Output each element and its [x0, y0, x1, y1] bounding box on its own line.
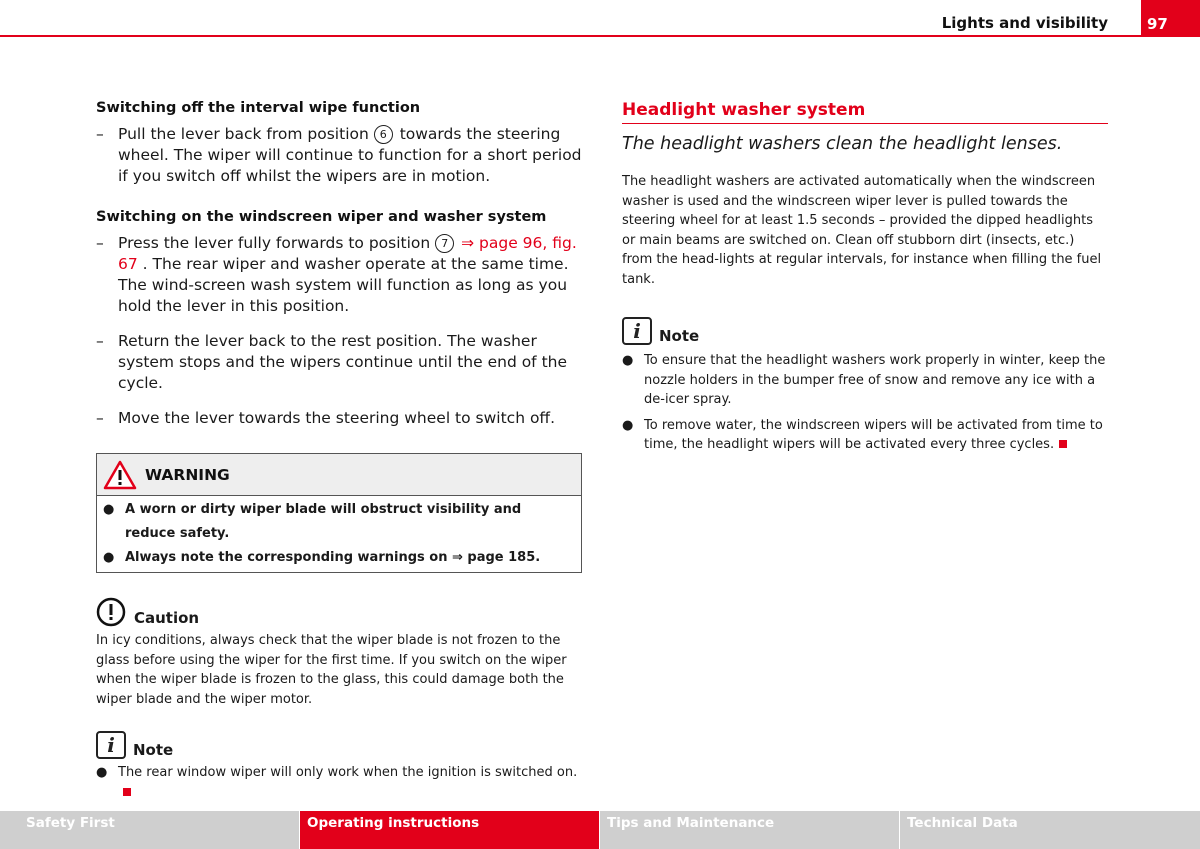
- interval-off-heading: Switching off the interval wipe function: [96, 100, 421, 116]
- bullet-dot: ●: [622, 353, 634, 368]
- step-text-post: . The rear wiper and washer operate at the same time. The wind-screen wash system will function as long as you hold the lever in this position.: [118, 255, 569, 315]
- warning-bullet-text: Always note the corresponding warnings on ⇒ page 185.: [125, 550, 541, 565]
- bullet-dot: ●: [103, 550, 115, 565]
- dash-marker: –: [96, 125, 104, 143]
- washer-on-step-3: [96, 408, 582, 429]
- washer-on-step-1: [96, 233, 582, 317]
- bullet-dot: ●: [96, 765, 108, 780]
- step-text-pre: Pull the lever back from position: [118, 125, 369, 143]
- caution-header: [96, 597, 582, 627]
- note-bullet: [622, 351, 1108, 410]
- page-reference-link[interactable]: ⇒ page 96, fig. 67: [118, 234, 577, 273]
- bullet-dot: ●: [103, 502, 115, 517]
- warning-box: [96, 453, 582, 573]
- warning-bullet: [103, 498, 575, 546]
- washer-on-step-2: [96, 331, 582, 394]
- left-column: [96, 100, 582, 802]
- note-header: [622, 317, 1108, 345]
- info-note-icon: i: [622, 317, 652, 345]
- page-number: 97: [1141, 0, 1200, 37]
- note-bullet-text: To remove water, the windscreen wipers will be activated from time to time, the headlight wipers will be activated every three cycles.: [644, 417, 1103, 452]
- step-text-pre: Press the lever fully forwards to position: [118, 234, 431, 252]
- note-bullet: [96, 763, 582, 802]
- warning-triangle-icon: [103, 460, 137, 490]
- header-rule: [0, 35, 1200, 37]
- dash-marker: –: [96, 234, 104, 252]
- washer-on-heading: Switching on the windscreen wiper and washer system: [96, 209, 547, 225]
- note-header: [96, 731, 582, 759]
- tab-tips-and-maintenance[interactable]: Tips and Maintenance: [600, 811, 900, 849]
- note-bullet-text: The rear window wiper will only work when the ignition is switched on.: [118, 765, 578, 780]
- right-column: [622, 100, 1108, 455]
- section-body: The headlight washers are activated automatically when the windscreen washer is used and the windscreen wiper lever is pulled towards the steering wheel for at least 1.5 seconds – provided the dipped headlights or main beams are switched on. Clean off stubborn dirt (insects, etc.) from the head-lights at regular intervals, for instance when filling the fuel tank.: [622, 174, 1102, 287]
- tab-operating-instructions[interactable]: Operating instructions: [300, 811, 600, 849]
- warning-bullet-text: A worn or dirty wiper blade will obstruct visibility and reduce safety.: [125, 502, 522, 541]
- note-title: Note: [133, 741, 174, 759]
- dash-marker: –: [96, 409, 104, 427]
- position-number-badge: 7: [435, 234, 454, 253]
- caution-title: Caution: [134, 609, 200, 627]
- note-bullet-text: To ensure that the headlight washers work properly in winter, keep the nozzle holders in the bumper free of snow and remove any ice with a de-icer spray.: [644, 353, 1106, 407]
- warning-title: WARNING: [145, 465, 230, 484]
- end-of-section-marker: [1059, 440, 1067, 448]
- tab-safety-first[interactable]: Safety First: [0, 811, 300, 849]
- section-lead: The headlight washers clean the headlight lenses.: [622, 134, 1063, 154]
- warning-header: [97, 454, 581, 496]
- running-header-title: Lights and visibility: [941, 14, 1108, 32]
- step-text: Move the lever towards the steering wheel to switch off.: [118, 409, 556, 427]
- caution-exclamation-icon: [96, 597, 126, 627]
- bullet-dot: ●: [622, 417, 634, 433]
- section-title: Headlight washer system: [622, 100, 1108, 124]
- warning-body: [97, 496, 581, 572]
- info-note-icon: i: [96, 731, 126, 759]
- position-number-badge: 6: [374, 125, 393, 144]
- end-of-section-marker: [123, 788, 131, 796]
- footer-tab-bar: [0, 811, 1200, 849]
- interval-off-step: [96, 124, 582, 187]
- caution-text: In icy conditions, always check that the wiper blade is not frozen to the glass before using the wiper for the first time. If you switch on the wiper when the wiper blade is frozen to the glass, this could damage both the wiper blade and the wiper motor.: [96, 633, 567, 707]
- warning-bullet: [103, 546, 575, 570]
- note-title: Note: [659, 327, 700, 345]
- note-bullet: [622, 416, 1108, 455]
- step-text-post: towards the steering wheel. The wiper will continue to function for a short period if you switch off whilst the wipers are in motion.: [118, 125, 582, 185]
- dash-marker: –: [96, 332, 104, 350]
- step-text: Return the lever back to the rest position. The washer system stops and the wipers continue until the end of the cycle.: [118, 332, 568, 392]
- tab-technical-data[interactable]: Technical Data: [900, 811, 1200, 849]
